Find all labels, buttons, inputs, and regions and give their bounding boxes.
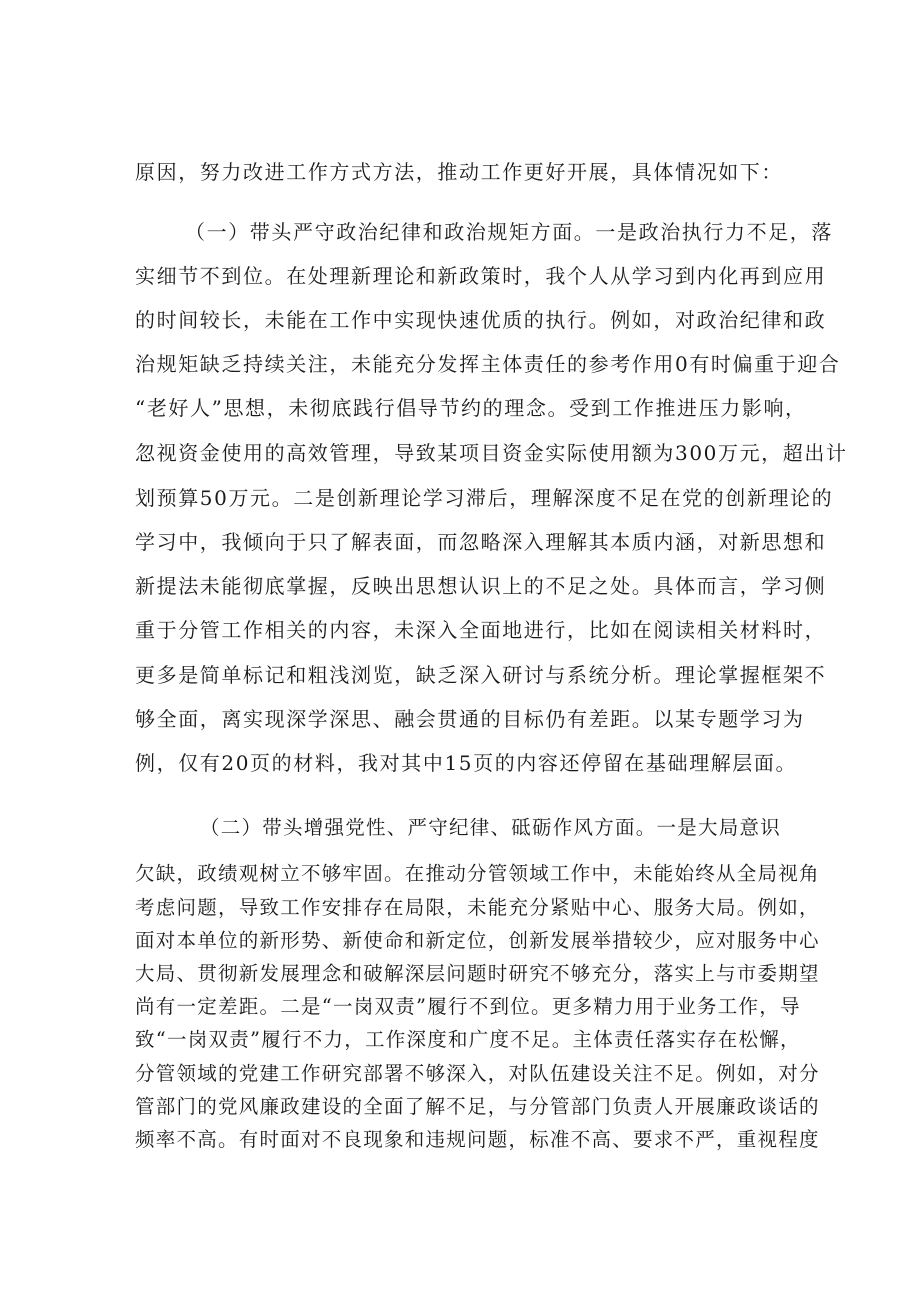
section-2-line: 尚有一定差距。二是“一岗双责”履行不到位。更多精力用于业务工作，导 xyxy=(135,995,801,1018)
section-2-line: 频率不高。有时面对不良现象和违规问题，标准不高、要求不严，重视程度 xyxy=(135,1128,820,1151)
section-1-line: “老好人”思想，未彻底践行倡导节约的理念。受到工作推进压力影响， xyxy=(135,396,807,420)
section-1-line: 例，仅有20页的材料，我对其中15页的内容还停留在基础理解层面。 xyxy=(135,751,798,775)
section-1-line: 忽视资金使用的高效管理，导致某项目资金实际使用额为300万元，超出计 xyxy=(135,441,848,465)
section-2-line: 考虑问题，导致工作安排存在局限，未能充分紧贴中心、服务大局。例如， xyxy=(135,896,820,919)
section-1-line: 治规矩缺乏持续关注，未能充分发挥主体责任的参考作用0有时偏重于迎合 xyxy=(135,352,841,376)
intro-paragraph-line: 原因，努力改进工作方式方法，推动工作更好开展，具体情况如下： xyxy=(135,160,783,184)
section-1-line: 更多是简单标记和粗浅浏览，缺乏深入研讨与系统分析。理论掌握框架不 xyxy=(135,663,827,687)
section-1-line: 重于分管工作相关的内容，未深入全面地进行，比如在阅读相关材料时， xyxy=(135,618,827,642)
section-2-line: 分管领域的党建工作研究部署不够深入，对队伍建设关注不足。例如，对分 xyxy=(135,1062,820,1085)
section-1-heading-line: （一）带头严守政治纪律和政治规矩方面。一是政治执行力不足，落 xyxy=(185,220,833,244)
section-1-line: 学习中，我倾向于只了解表面，而忽略深入理解其本质内涵，对新思想和 xyxy=(135,530,827,554)
section-2-line: 管部门的党风廉政建设的全面了解不足，与分管部门负责人开展廉政谈话的 xyxy=(135,1095,820,1118)
section-2-line: 面对本单位的新形势、新使命和新定位，创新发展举措较少，应对服务中心 xyxy=(135,929,820,952)
section-1-line: 够全面，离实现深学深思、融会贯通的目标仍有差距。以某专题学习为 xyxy=(135,707,805,731)
section-1-line: 实细节不到位。在处理新理论和新政策时，我个人从学习到内化再到应用 xyxy=(135,264,827,288)
section-2-line: 欠缺，政绩观树立不够牢固。在推动分管领域工作中，未能始终从全局视角 xyxy=(135,862,820,885)
section-1-line: 新提法未能彻底掌握，反映出思想认识上的不足之处。具体而言，学习侧 xyxy=(135,574,827,598)
section-1-line: 的时间较长，未能在工作中实现快速优质的执行。例如，对政治纪律和政 xyxy=(135,308,827,332)
section-2-line: 大局、贯彻新发展理念和破解深层问题时研究不够充分，落实上与市委期望 xyxy=(135,962,820,985)
section-2-line: 致“一岗双责”履行不力，工作深度和广度不足。主体责任落实存在松懈， xyxy=(135,1028,801,1051)
section-1-line: 划预算50万元。二是创新理论学习滞后，理解深度不足在党的创新理论的 xyxy=(135,486,834,510)
section-2-heading-line: （二）带头增强党性、严守纪律、砥砺作风方面。一是大局意识 xyxy=(200,816,782,839)
